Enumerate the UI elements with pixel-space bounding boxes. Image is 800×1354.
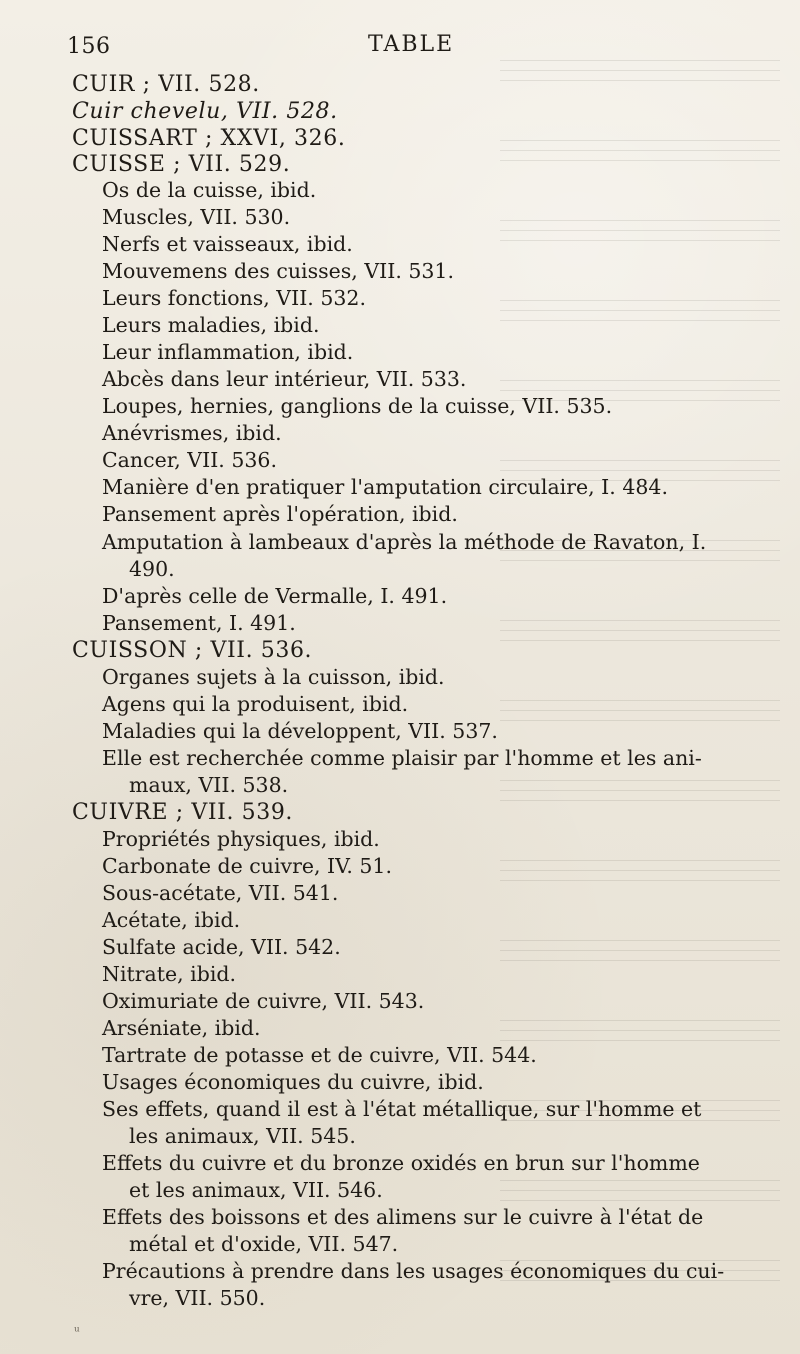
ghost-line: [500, 140, 780, 141]
index-entry: Manière d'en pratiquer l'amputation circulaire, I. 484.: [102, 475, 668, 499]
index-entry: Abcès dans leur intérieur, VII. 533.: [102, 367, 467, 391]
index-entry: Leurs fonctions, VII. 532.: [102, 286, 366, 310]
index-entry: Précautions à prendre dans les usages économiques du cui-: [102, 1259, 725, 1283]
index-entry: vre, VII. 550.: [129, 1286, 266, 1310]
index-entry: Pansement, I. 491.: [102, 611, 296, 635]
index-entry: Oximuriate de cuivre, VII. 543.: [102, 989, 425, 1013]
index-entry: Elle est recherchée comme plaisir par l'homme et les ani-: [102, 746, 702, 770]
index-entry: CUISSART ; XXVI, 326.: [72, 126, 346, 151]
index-entry: Sous-acétate, VII. 541.: [102, 881, 339, 905]
index-entry: et les animaux, VII. 546.: [129, 1178, 383, 1202]
index-entry: 490.: [129, 557, 175, 581]
index-entry: Loupes, hernies, ganglions de la cuisse, VII. 535.: [102, 394, 613, 418]
index-entry: CUISSON ; VII. 536.: [72, 638, 313, 663]
page-number: 156: [67, 34, 111, 59]
index-entry: Cuir chevelu, VII. 528.: [72, 99, 338, 124]
index-entry: Agens qui la produisent, ibid.: [102, 692, 409, 716]
index-entry: Effets des boissons et des alimens sur le cuivre à l'état de: [102, 1205, 704, 1229]
index-entry: Cancer, VII. 536.: [102, 448, 277, 472]
index-entry: Nitrate, ibid.: [102, 962, 237, 986]
index-entry: Sulfate acide, VII. 542.: [102, 935, 341, 959]
page-edge-mark: ᵘ: [74, 1324, 80, 1340]
ghost-line: [500, 1180, 780, 1181]
index-entry: Usages économiques du cuivre, ibid.: [102, 1070, 484, 1094]
index-entry: Tartrate de potasse et de cuivre, VII. 544.: [102, 1043, 537, 1067]
ghost-line: [500, 860, 780, 861]
index-entry: maux, VII. 538.: [129, 773, 289, 797]
ghost-line: [500, 460, 780, 461]
index-entry: Organes sujets à la cuisson, ibid.: [102, 665, 445, 689]
ghost-line: [500, 620, 780, 621]
page-header: [0, 34, 800, 68]
index-entry: CUISSE ; VII. 529.: [72, 152, 291, 177]
running-head: TABLE: [368, 32, 455, 57]
index-entry: Ses effets, quand il est à l'état métallique, sur l'homme et: [102, 1097, 702, 1121]
index-entry: Pansement après l'opération, ibid.: [102, 502, 458, 526]
index-entry: Os de la cuisse, ibid.: [102, 178, 317, 202]
ghost-line: [500, 700, 780, 701]
index-entry: Maladies qui la développent, VII. 537.: [102, 719, 498, 743]
index-entry: les animaux, VII. 545.: [129, 1124, 356, 1148]
index-entry: Muscles, VII. 530.: [102, 205, 291, 229]
index-entry: Acétate, ibid.: [102, 908, 241, 932]
index-entry: CUIR ; VII. 528.: [72, 72, 260, 97]
index-entry: Effets du cuivre et du bronze oxidés en brun sur l'homme: [102, 1151, 700, 1175]
ghost-line: [500, 1020, 780, 1021]
index-entry: Nerfs et vaisseaux, ibid.: [102, 232, 353, 256]
index-entry: métal et d'oxide, VII. 547.: [129, 1232, 399, 1256]
index-entry: Mouvemens des cuisses, VII. 531.: [102, 259, 454, 283]
index-entry: Anévrismes, ibid.: [102, 421, 282, 445]
index-entry: CUIVRE ; VII. 539.: [72, 800, 294, 825]
ghost-line: [500, 780, 780, 781]
index-entry: Leurs maladies, ibid.: [102, 313, 320, 337]
index-entry: Carbonate de cuivre, IV. 51.: [102, 854, 392, 878]
ghost-line: [500, 300, 780, 301]
index-entry: Arséniate, ibid.: [102, 1016, 261, 1040]
index-entry: Amputation à lambeaux d'après la méthode de Ravaton, I.: [102, 530, 707, 554]
index-entry: Leur inflammation, ibid.: [102, 340, 354, 364]
ghost-line: [500, 220, 780, 221]
index-entry: Propriétés physiques, ibid.: [102, 827, 380, 851]
ghost-line: [500, 380, 780, 381]
index-entry: D'après celle de Vermalle, I. 491.: [102, 584, 448, 608]
ghost-line: [500, 940, 780, 941]
